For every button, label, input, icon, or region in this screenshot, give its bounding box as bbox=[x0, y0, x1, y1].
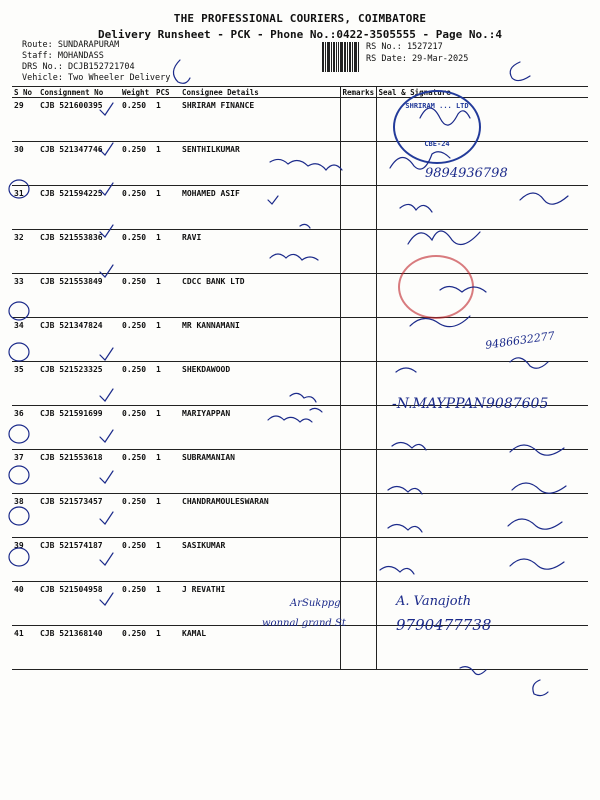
cell-pcs: 1 bbox=[154, 362, 180, 406]
cell-weight: 0.250 bbox=[120, 274, 154, 318]
seal-code: CBE-24 bbox=[424, 140, 450, 148]
table-row bbox=[12, 186, 588, 230]
cell-remarks bbox=[340, 406, 376, 450]
handwritten-phone-36: 9087605 bbox=[486, 396, 549, 412]
cell-consignee: SASIKUMAR bbox=[180, 538, 340, 582]
cell-consignment: CJB 521600395 bbox=[38, 98, 120, 142]
cell-weight: 0.250 bbox=[120, 450, 154, 494]
col-pcs: PCS bbox=[154, 87, 180, 98]
cell-sno: 41 bbox=[12, 626, 38, 670]
col-signature: Seal & Signature bbox=[376, 87, 588, 98]
cell-remarks bbox=[340, 186, 376, 230]
cell-consignment: CJB 521347824 bbox=[38, 318, 120, 362]
col-weight: Weight bbox=[120, 87, 154, 98]
cell-weight: 0.250 bbox=[120, 538, 154, 582]
cell-consignee: SENTHILKUMAR bbox=[180, 142, 340, 186]
cell-consignment: CJB 521574187 bbox=[38, 538, 120, 582]
cell-consignment: CJB 521553618 bbox=[38, 450, 120, 494]
rs-date: RS Date: 29-Mar-2025 bbox=[366, 54, 469, 64]
table-row bbox=[12, 494, 588, 538]
cell-remarks bbox=[340, 98, 376, 142]
col-sno: S No bbox=[12, 87, 38, 98]
cell-weight: 0.250 bbox=[120, 142, 154, 186]
cell-sno: 33 bbox=[12, 274, 38, 318]
cell-weight: 0.250 bbox=[120, 318, 154, 362]
cell-sno: 36 bbox=[12, 406, 38, 450]
cell-pcs: 1 bbox=[154, 186, 180, 230]
cell-remarks bbox=[340, 230, 376, 274]
handwritten-note-41-a: ArSukppg bbox=[290, 598, 341, 609]
cell-signature bbox=[376, 406, 588, 450]
cell-consignment: CJB 521553836 bbox=[38, 230, 120, 274]
barcode bbox=[322, 42, 362, 72]
cell-consignee: CHANDRAMOULESWARAN bbox=[180, 494, 340, 538]
handwritten-note-41-b: wonnal grand St bbox=[262, 618, 346, 629]
cell-weight: 0.250 bbox=[120, 230, 154, 274]
cell-pcs: 1 bbox=[154, 406, 180, 450]
table-header bbox=[12, 87, 588, 98]
table-row bbox=[12, 230, 588, 274]
cell-pcs: 1 bbox=[154, 274, 180, 318]
cell-consignee: CDCC BANK LTD bbox=[180, 274, 340, 318]
scribble-header-c bbox=[173, 60, 190, 83]
cell-sno: 38 bbox=[12, 494, 38, 538]
cell-signature bbox=[376, 450, 588, 494]
red-seal bbox=[398, 255, 474, 319]
cell-sno: 37 bbox=[12, 450, 38, 494]
cell-pcs: 1 bbox=[154, 626, 180, 670]
handwritten-phone-41: 9790477738 bbox=[396, 616, 492, 634]
cell-remarks bbox=[340, 626, 376, 670]
cell-weight: 0.250 bbox=[120, 582, 154, 626]
scribble-footer bbox=[460, 667, 548, 696]
cell-remarks bbox=[340, 142, 376, 186]
cell-remarks bbox=[340, 494, 376, 538]
cell-consignee: KAMAL bbox=[180, 626, 340, 670]
cell-consignment: CJB 521523325 bbox=[38, 362, 120, 406]
cell-pcs: 1 bbox=[154, 142, 180, 186]
table-row bbox=[12, 538, 588, 582]
table-row bbox=[12, 450, 588, 494]
cell-pcs: 1 bbox=[154, 538, 180, 582]
cell-pcs: 1 bbox=[154, 230, 180, 274]
cell-signature bbox=[376, 494, 588, 538]
cell-consignment: CJB 521347746 bbox=[38, 142, 120, 186]
cell-pcs: 1 bbox=[154, 494, 180, 538]
cell-pcs: 1 bbox=[154, 450, 180, 494]
rs-number: RS No.: 1527217 bbox=[366, 42, 443, 52]
handwritten-name-36: -N.MAYPPAN bbox=[392, 396, 486, 412]
cell-weight: 0.250 bbox=[120, 362, 154, 406]
cell-sno: 34 bbox=[12, 318, 38, 362]
handwritten-name-41: A. Vanajoth bbox=[396, 594, 472, 609]
col-consignee: Consignee Details bbox=[180, 87, 340, 98]
cell-consignee: RAVI bbox=[180, 230, 340, 274]
cell-remarks bbox=[340, 538, 376, 582]
cell-sno: 39 bbox=[12, 538, 38, 582]
cell-consignee: MARIYAPPAN bbox=[180, 406, 340, 450]
cell-sno: 29 bbox=[12, 98, 38, 142]
col-consignment: Consignment No bbox=[38, 87, 120, 98]
cell-consignee: MR KANNAMANI bbox=[180, 318, 340, 362]
cell-consignment: CJB 521591699 bbox=[38, 406, 120, 450]
staff: Staff: MOHANDASS bbox=[22, 51, 104, 61]
table-row bbox=[12, 406, 588, 450]
cell-signature bbox=[376, 186, 588, 230]
cell-consignment: CJB 521504958 bbox=[38, 582, 120, 626]
cell-consignee: J REVATHI bbox=[180, 582, 340, 626]
table-row bbox=[12, 626, 588, 670]
company-seal bbox=[393, 90, 481, 164]
cell-consignment: CJB 521594225 bbox=[38, 186, 120, 230]
cell-consignee: SUBRAMANIAN bbox=[180, 450, 340, 494]
cell-weight: 0.250 bbox=[120, 406, 154, 450]
cell-weight: 0.250 bbox=[120, 494, 154, 538]
cell-pcs: 1 bbox=[154, 582, 180, 626]
cell-consignee: SHRIRAM FINANCE bbox=[180, 98, 340, 142]
scribble-header-r bbox=[510, 62, 530, 81]
vehicle: Vehicle: Two Wheeler Delivery bbox=[22, 73, 171, 83]
cell-signature bbox=[376, 538, 588, 582]
cell-remarks bbox=[340, 450, 376, 494]
handwritten-phone-30: 9894936798 bbox=[425, 166, 508, 181]
cell-consignee: MOHAMED ASIF bbox=[180, 186, 340, 230]
cell-remarks bbox=[340, 362, 376, 406]
col-remarks: Remarks bbox=[340, 87, 376, 98]
cell-sno: 35 bbox=[12, 362, 38, 406]
seal-text: SHRIRAM ... LTD bbox=[405, 102, 469, 110]
cell-weight: 0.250 bbox=[120, 186, 154, 230]
drs-number: DRS No.: DCJB152721704 bbox=[22, 62, 135, 72]
cell-consignment: CJB 521368140 bbox=[38, 626, 120, 670]
cell-consignee: SHEKDAWOOD bbox=[180, 362, 340, 406]
cell-consignment: CJB 521553849 bbox=[38, 274, 120, 318]
cell-remarks bbox=[340, 318, 376, 362]
cell-weight: 0.250 bbox=[120, 98, 154, 142]
cell-sno: 32 bbox=[12, 230, 38, 274]
route: Route: SUNDARAPURAM bbox=[22, 40, 120, 50]
cell-sno: 31 bbox=[12, 186, 38, 230]
cell-remarks bbox=[340, 274, 376, 318]
cell-pcs: 1 bbox=[154, 318, 180, 362]
cell-weight: 0.250 bbox=[120, 626, 154, 670]
cell-pcs: 1 bbox=[154, 98, 180, 142]
cell-consignment: CJB 521573457 bbox=[38, 494, 120, 538]
runsheet-title: Delivery Runsheet - PCK - Phone No.:0422-3505555 - Page No.:4 bbox=[98, 28, 502, 41]
table-row bbox=[12, 98, 588, 142]
cell-sno: 30 bbox=[12, 142, 38, 186]
company-title: THE PROFESSIONAL COURIERS, COIMBATORE bbox=[173, 12, 427, 25]
table-row bbox=[12, 274, 588, 318]
cell-sno: 40 bbox=[12, 582, 38, 626]
handwritten-phone-34: 9486632277 bbox=[484, 329, 556, 352]
cell-signature bbox=[376, 318, 588, 362]
